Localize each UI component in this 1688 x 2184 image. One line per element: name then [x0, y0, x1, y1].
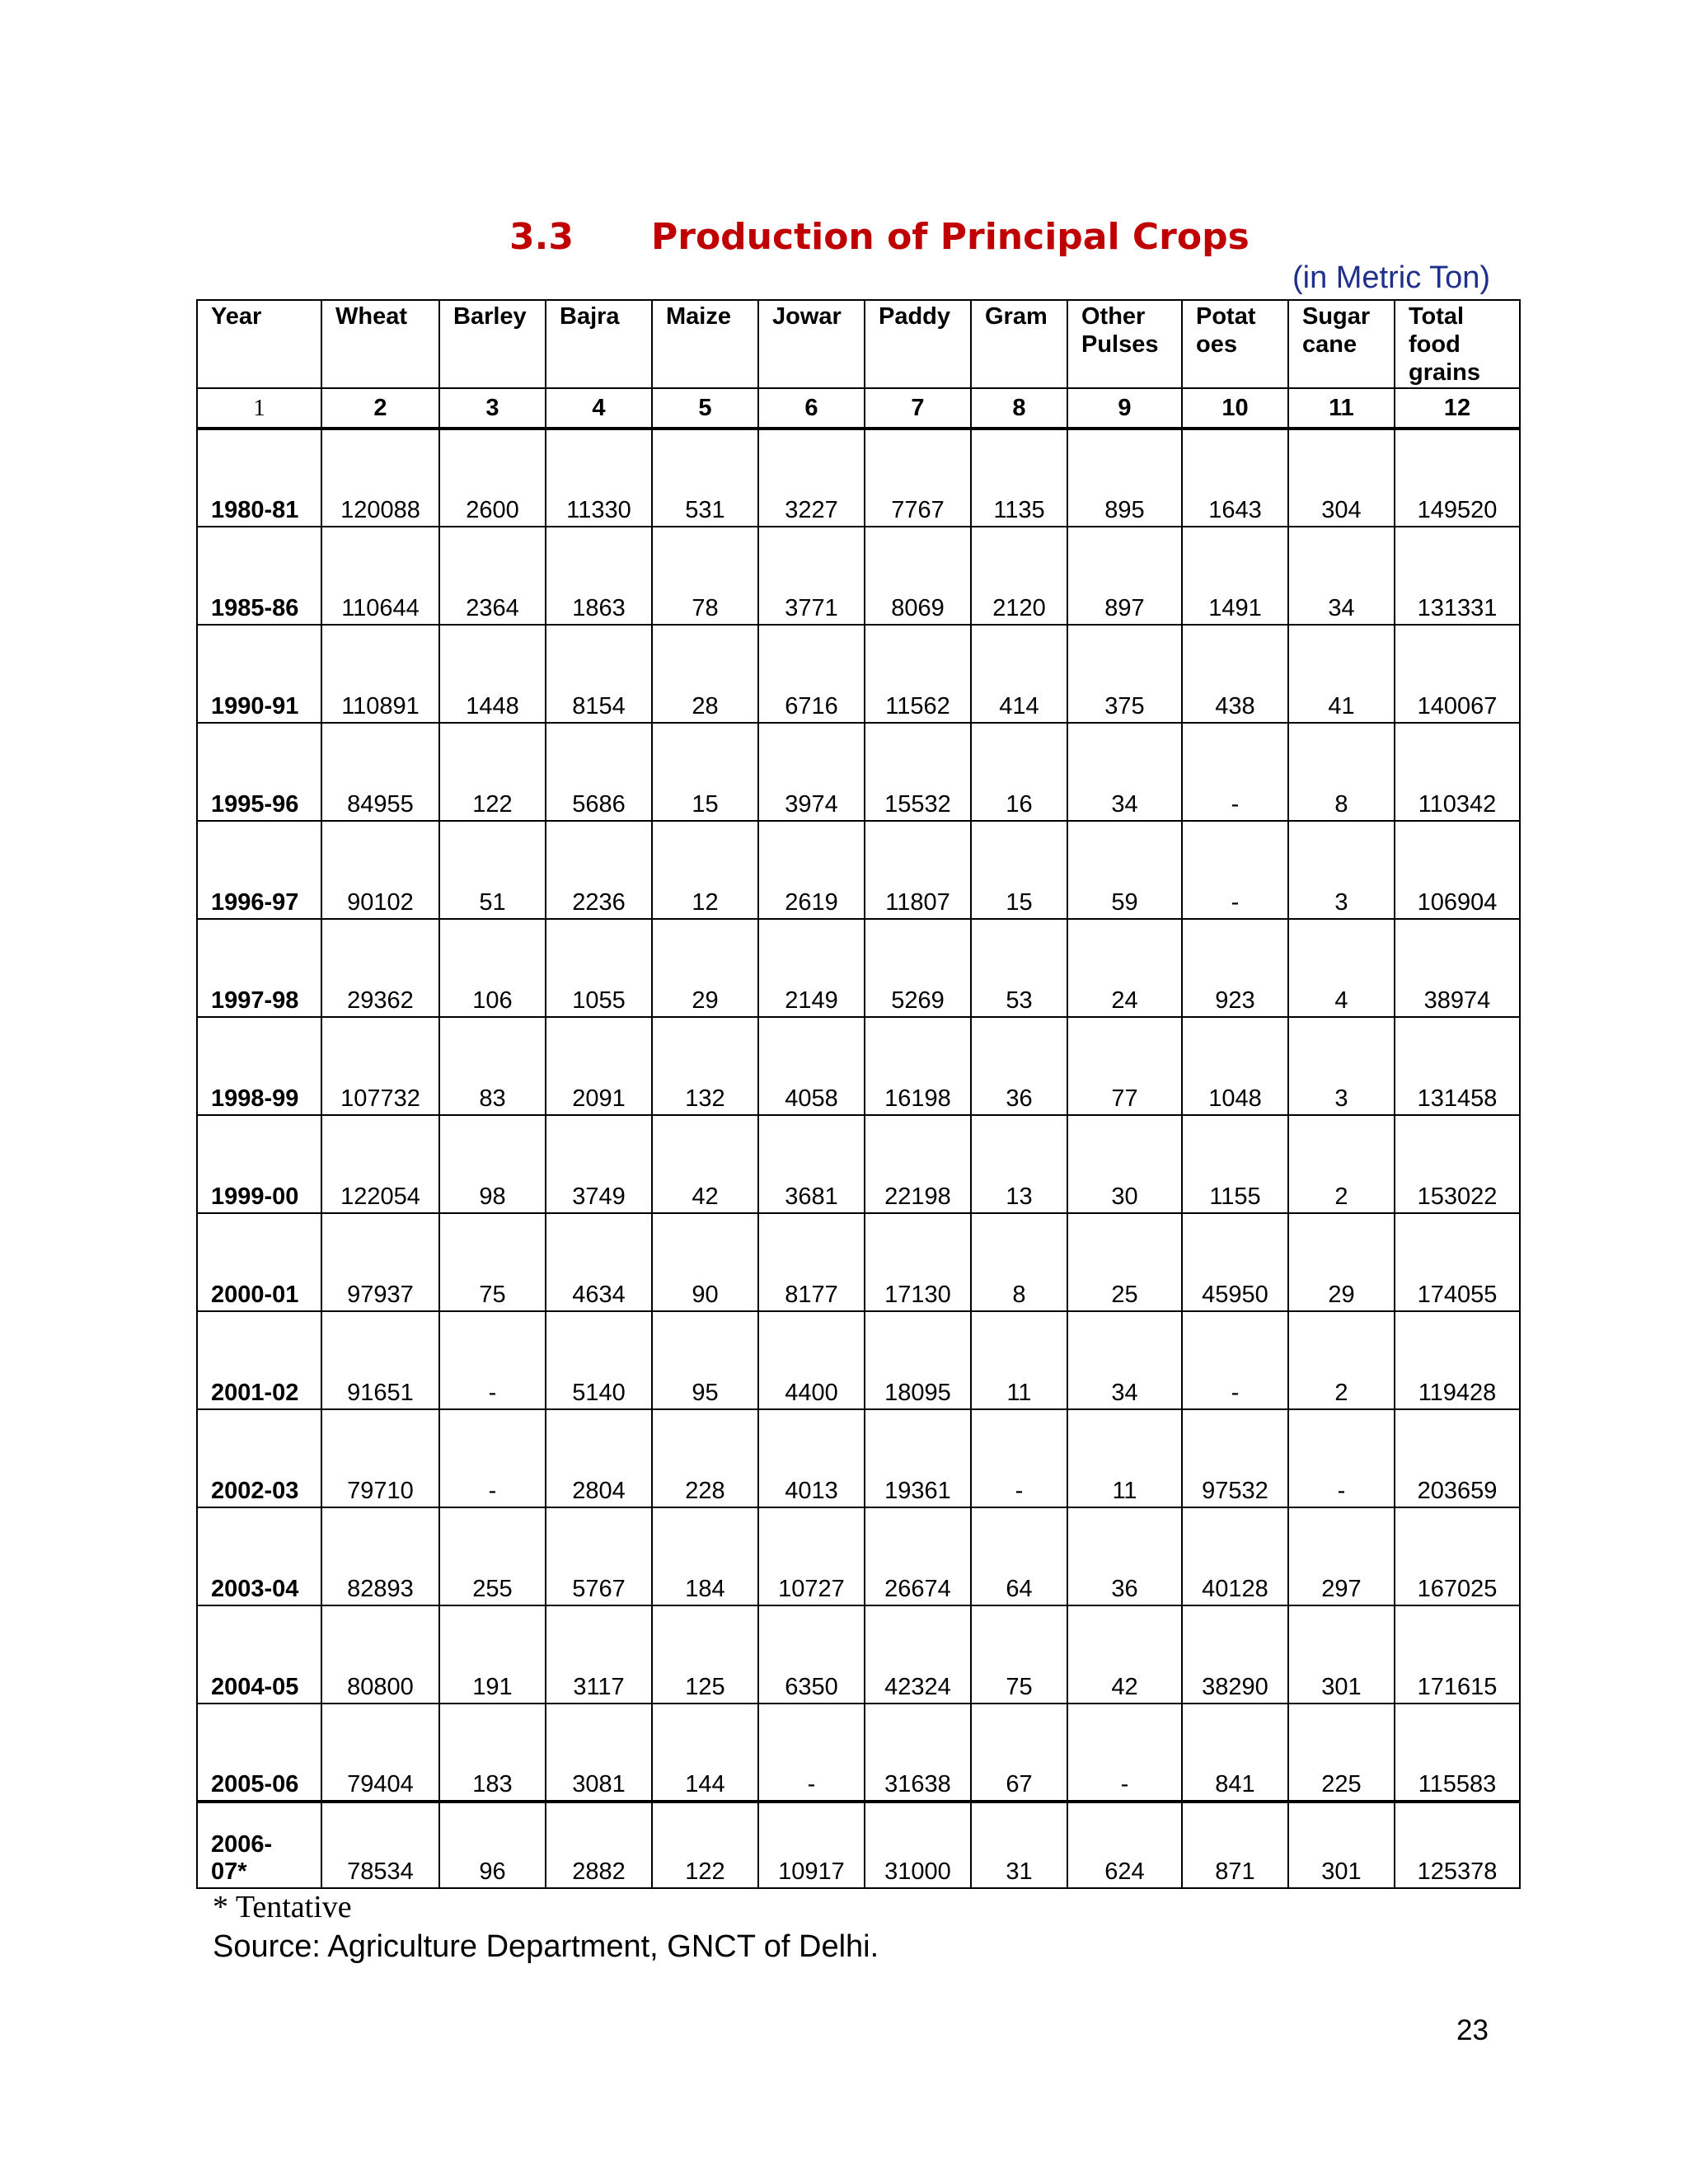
value-cell: -: [439, 1311, 546, 1409]
table-row: [197, 919, 1520, 1017]
value-cell: 78534: [321, 1802, 439, 1888]
table-row: [197, 1213, 1520, 1311]
column-header-text: food: [1409, 331, 1461, 358]
value-cell: 1055: [546, 919, 652, 1017]
value-cell: 34: [1067, 1311, 1182, 1409]
value-cell: 11807: [865, 821, 971, 919]
column-number: 5: [652, 388, 758, 429]
value-cell: 228: [652, 1409, 758, 1507]
value-cell: 4013: [758, 1409, 865, 1507]
table-row: [197, 1409, 1520, 1507]
table-row: [197, 1311, 1520, 1409]
year-cell: 1995-96: [197, 723, 321, 821]
column-header-text: Sugar: [1302, 303, 1371, 330]
value-cell: 2149: [758, 919, 865, 1017]
value-cell: 2619: [758, 821, 865, 919]
year-cell: [197, 1802, 321, 1888]
value-cell: 95: [652, 1311, 758, 1409]
column-number-row: [197, 388, 1520, 429]
value-cell: 18095: [865, 1311, 971, 1409]
value-cell: 42324: [865, 1605, 971, 1704]
value-cell: 4: [1288, 919, 1395, 1017]
value-cell: 67: [971, 1704, 1067, 1802]
value-cell: 42: [652, 1115, 758, 1213]
column-number: 7: [865, 388, 971, 429]
value-cell: 375: [1067, 625, 1182, 723]
value-cell: 184: [652, 1507, 758, 1605]
year-cell: 1980-81: [197, 429, 321, 527]
column-header: [1182, 300, 1288, 388]
value-cell: 3771: [758, 527, 865, 625]
table-row: [197, 1017, 1520, 1115]
value-cell: 1155: [1182, 1115, 1288, 1213]
value-cell: 183: [439, 1704, 546, 1802]
value-cell: 897: [1067, 527, 1182, 625]
unit-label: (in Metric Ton): [1292, 260, 1490, 295]
value-cell: 2: [1288, 1311, 1395, 1409]
year-cell: 2004-05: [197, 1605, 321, 1704]
column-header-text: Maize: [666, 303, 731, 330]
value-cell: 2: [1288, 1115, 1395, 1213]
year-cell: 2000-01: [197, 1213, 321, 1311]
value-cell: 53: [971, 919, 1067, 1017]
column-header: [1288, 300, 1395, 388]
value-cell: 15: [971, 821, 1067, 919]
year-cell: 1985-86: [197, 527, 321, 625]
value-cell: 22198: [865, 1115, 971, 1213]
column-header-text: Barley: [453, 303, 527, 330]
column-header-text: Other: [1081, 303, 1146, 330]
value-cell: 16: [971, 723, 1067, 821]
value-cell: 225: [1288, 1704, 1395, 1802]
value-cell: 13: [971, 1115, 1067, 1213]
value-cell: 10917: [758, 1802, 865, 1888]
value-cell: 16198: [865, 1017, 971, 1115]
value-cell: 3117: [546, 1605, 652, 1704]
value-cell: 84955: [321, 723, 439, 821]
year-cell: 1997-98: [197, 919, 321, 1017]
value-cell: 42: [1067, 1605, 1182, 1704]
value-cell: 120088: [321, 429, 439, 527]
value-cell: 36: [971, 1017, 1067, 1115]
value-cell: 34: [1288, 527, 1395, 625]
value-cell: 110891: [321, 625, 439, 723]
value-cell: 90102: [321, 821, 439, 919]
table-row: [197, 1507, 1520, 1605]
table-row: [197, 1115, 1520, 1213]
value-cell: 59: [1067, 821, 1182, 919]
value-cell: 131458: [1395, 1017, 1520, 1115]
value-cell: 5140: [546, 1311, 652, 1409]
value-cell: 110342: [1395, 723, 1520, 821]
value-cell: 24: [1067, 919, 1182, 1017]
value-cell: 12: [652, 821, 758, 919]
table-row: [197, 1704, 1520, 1802]
table-row: [197, 723, 1520, 821]
table-row: [197, 625, 1520, 723]
value-cell: 6716: [758, 625, 865, 723]
value-cell: 26674: [865, 1507, 971, 1605]
value-cell: 11: [1067, 1409, 1182, 1507]
value-cell: 77: [1067, 1017, 1182, 1115]
value-cell: 31000: [865, 1802, 971, 1888]
value-cell: 1448: [439, 625, 546, 723]
value-cell: 8177: [758, 1213, 865, 1311]
year-cell: 1996-97: [197, 821, 321, 919]
column-header-text: cane: [1302, 331, 1357, 358]
value-cell: 98: [439, 1115, 546, 1213]
column-header-text: oes: [1196, 331, 1237, 358]
value-cell: 29: [1288, 1213, 1395, 1311]
value-cell: 29362: [321, 919, 439, 1017]
value-cell: 3681: [758, 1115, 865, 1213]
column-number: 12: [1395, 388, 1520, 429]
value-cell: 64: [971, 1507, 1067, 1605]
value-cell: 15: [652, 723, 758, 821]
value-cell: 34: [1067, 723, 1182, 821]
value-cell: 10727: [758, 1507, 865, 1605]
value-cell: 301: [1288, 1802, 1395, 1888]
column-header: [439, 300, 546, 388]
crop-production-table: [196, 299, 1521, 1889]
value-cell: 149520: [1395, 429, 1520, 527]
value-cell: 82893: [321, 1507, 439, 1605]
value-cell: 438: [1182, 625, 1288, 723]
value-cell: 132: [652, 1017, 758, 1115]
value-cell: 3: [1288, 1017, 1395, 1115]
value-cell: 2364: [439, 527, 546, 625]
table-body: [197, 429, 1520, 1888]
column-header-text: Paddy: [879, 303, 951, 330]
value-cell: 106904: [1395, 821, 1520, 919]
value-cell: 8: [971, 1213, 1067, 1311]
year-cell: 1990-91: [197, 625, 321, 723]
value-cell: 255: [439, 1507, 546, 1605]
page-number: 23: [1456, 2014, 1489, 2046]
column-header-text: Potat: [1196, 303, 1256, 330]
value-cell: 28: [652, 625, 758, 723]
column-number: 1: [197, 388, 321, 429]
value-cell: 97532: [1182, 1409, 1288, 1507]
value-cell: 2804: [546, 1409, 652, 1507]
column-header: [758, 300, 865, 388]
value-cell: 38290: [1182, 1605, 1288, 1704]
value-cell: 122: [652, 1802, 758, 1888]
value-cell: 125: [652, 1605, 758, 1704]
value-cell: 96: [439, 1802, 546, 1888]
value-cell: 203659: [1395, 1409, 1520, 1507]
footnote: * Tentative: [213, 1890, 352, 1924]
value-cell: 97937: [321, 1213, 439, 1311]
column-number: 9: [1067, 388, 1182, 429]
column-number: 11: [1288, 388, 1395, 429]
column-header-text: Pulses: [1081, 331, 1159, 358]
value-cell: 1863: [546, 527, 652, 625]
value-cell: 624: [1067, 1802, 1182, 1888]
value-cell: 171615: [1395, 1605, 1520, 1704]
value-cell: 6350: [758, 1605, 865, 1704]
value-cell: 17130: [865, 1213, 971, 1311]
year-cell: 2002-03: [197, 1409, 321, 1507]
table-row: [197, 429, 1520, 527]
value-cell: 140067: [1395, 625, 1520, 723]
table-row: [197, 821, 1520, 919]
column-header-text: Gram: [985, 303, 1048, 330]
value-cell: 3974: [758, 723, 865, 821]
section-title: Production of Principal Crops: [651, 216, 1250, 258]
value-cell: 11: [971, 1311, 1067, 1409]
value-cell: 841: [1182, 1704, 1288, 1802]
column-header-text: Jowar: [772, 303, 842, 330]
value-cell: 3749: [546, 1115, 652, 1213]
value-cell: 2091: [546, 1017, 652, 1115]
column-number: 8: [971, 388, 1067, 429]
value-cell: 25: [1067, 1213, 1182, 1311]
value-cell: 15532: [865, 723, 971, 821]
value-cell: 11562: [865, 625, 971, 723]
value-cell: 107732: [321, 1017, 439, 1115]
header-row: [197, 300, 1520, 388]
value-cell: 297: [1288, 1507, 1395, 1605]
value-cell: 531: [652, 429, 758, 527]
value-cell: 78: [652, 527, 758, 625]
value-cell: -: [1288, 1409, 1395, 1507]
column-header-text: Year: [211, 303, 262, 330]
value-cell: 2120: [971, 527, 1067, 625]
value-cell: 90: [652, 1213, 758, 1311]
year-cell: 2005-06: [197, 1704, 321, 1802]
value-cell: 895: [1067, 429, 1182, 527]
value-cell: 106: [439, 919, 546, 1017]
section-number: 3.3: [509, 216, 574, 258]
value-cell: -: [971, 1409, 1067, 1507]
source-note: Source: Agriculture Department, GNCT of Delhi.: [213, 1929, 879, 1964]
column-header: [197, 300, 321, 388]
value-cell: -: [758, 1704, 865, 1802]
column-header: [865, 300, 971, 388]
column-number: 10: [1182, 388, 1288, 429]
value-cell: 45950: [1182, 1213, 1288, 1311]
value-cell: 301: [1288, 1605, 1395, 1704]
value-cell: 7767: [865, 429, 971, 527]
column-header-text: grains: [1409, 359, 1481, 386]
value-cell: 153022: [1395, 1115, 1520, 1213]
value-cell: 3081: [546, 1704, 652, 1802]
value-cell: 2600: [439, 429, 546, 527]
year-text: 2006-: [211, 1831, 273, 1858]
value-cell: 8069: [865, 527, 971, 625]
value-cell: 923: [1182, 919, 1288, 1017]
value-cell: 131331: [1395, 527, 1520, 625]
value-cell: 38974: [1395, 919, 1520, 1017]
value-cell: 304: [1288, 429, 1395, 527]
value-cell: 79404: [321, 1704, 439, 1802]
value-cell: -: [1182, 821, 1288, 919]
page-heading: [0, 216, 1688, 265]
value-cell: 41: [1288, 625, 1395, 723]
value-cell: 5767: [546, 1507, 652, 1605]
value-cell: 83: [439, 1017, 546, 1115]
column-number: 4: [546, 388, 652, 429]
value-cell: 2236: [546, 821, 652, 919]
value-cell: 2882: [546, 1802, 652, 1888]
table-header: [197, 300, 1520, 429]
value-cell: 1135: [971, 429, 1067, 527]
column-number: 3: [439, 388, 546, 429]
value-cell: 36: [1067, 1507, 1182, 1605]
table-row: [197, 1605, 1520, 1704]
column-header: [546, 300, 652, 388]
value-cell: 11330: [546, 429, 652, 527]
value-cell: 5269: [865, 919, 971, 1017]
column-header-text: Bajra: [560, 303, 620, 330]
value-cell: 40128: [1182, 1507, 1288, 1605]
value-cell: 191: [439, 1605, 546, 1704]
value-cell: 80800: [321, 1605, 439, 1704]
value-cell: 167025: [1395, 1507, 1520, 1605]
value-cell: 91651: [321, 1311, 439, 1409]
value-cell: 19361: [865, 1409, 971, 1507]
value-cell: 3: [1288, 821, 1395, 919]
value-cell: -: [1182, 1311, 1288, 1409]
value-cell: 871: [1182, 1802, 1288, 1888]
value-cell: 31638: [865, 1704, 971, 1802]
value-cell: -: [439, 1409, 546, 1507]
value-cell: 1048: [1182, 1017, 1288, 1115]
value-cell: 122: [439, 723, 546, 821]
value-cell: 51: [439, 821, 546, 919]
value-cell: 79710: [321, 1409, 439, 1507]
column-header: [652, 300, 758, 388]
value-cell: -: [1182, 723, 1288, 821]
value-cell: 119428: [1395, 1311, 1520, 1409]
value-cell: 1643: [1182, 429, 1288, 527]
year-cell: 2001-02: [197, 1311, 321, 1409]
value-cell: 4058: [758, 1017, 865, 1115]
value-cell: 110644: [321, 527, 439, 625]
table-row-tentative: [197, 1802, 1520, 1888]
column-number: 6: [758, 388, 865, 429]
column-header-text: Wheat: [335, 303, 407, 330]
table-row: [197, 527, 1520, 625]
year-cell: 1998-99: [197, 1017, 321, 1115]
value-cell: 3227: [758, 429, 865, 527]
year-cell: 2003-04: [197, 1507, 321, 1605]
value-cell: -: [1067, 1704, 1182, 1802]
column-header: [1067, 300, 1182, 388]
value-cell: 115583: [1395, 1704, 1520, 1802]
column-number: 2: [321, 388, 439, 429]
value-cell: 8: [1288, 723, 1395, 821]
value-cell: 29: [652, 919, 758, 1017]
value-cell: 75: [971, 1605, 1067, 1704]
value-cell: 4634: [546, 1213, 652, 1311]
value-cell: 75: [439, 1213, 546, 1311]
year-text: 07*: [211, 1858, 247, 1885]
value-cell: 31: [971, 1802, 1067, 1888]
value-cell: 144: [652, 1704, 758, 1802]
value-cell: 122054: [321, 1115, 439, 1213]
value-cell: 5686: [546, 723, 652, 821]
value-cell: 8154: [546, 625, 652, 723]
value-cell: 414: [971, 625, 1067, 723]
column-header: [971, 300, 1067, 388]
column-header: [1395, 300, 1520, 388]
value-cell: 4400: [758, 1311, 865, 1409]
value-cell: 125378: [1395, 1802, 1520, 1888]
column-header-text: Total: [1409, 303, 1465, 330]
value-cell: 174055: [1395, 1213, 1520, 1311]
column-header: [321, 300, 439, 388]
year-cell: 1999-00: [197, 1115, 321, 1213]
value-cell: 1491: [1182, 527, 1288, 625]
value-cell: 30: [1067, 1115, 1182, 1213]
